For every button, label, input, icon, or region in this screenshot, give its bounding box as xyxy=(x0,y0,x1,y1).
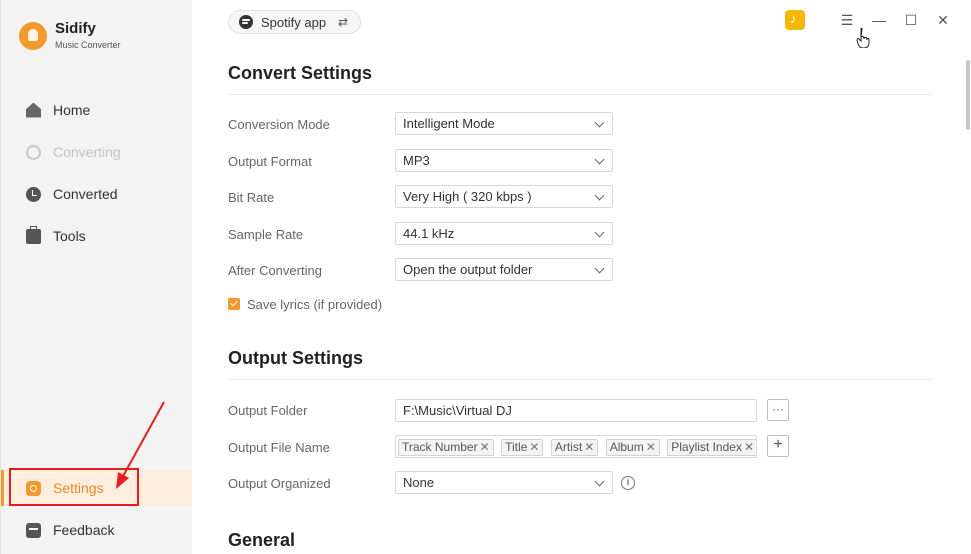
output-organized-select[interactable] xyxy=(395,471,613,494)
remove-tag-icon[interactable]: ✕ xyxy=(479,440,490,454)
sidebar-item-converting xyxy=(1,134,193,170)
general-title: General xyxy=(228,530,296,550)
remove-tag-icon[interactable]: ✕ xyxy=(645,440,656,454)
sidebar-item-tools[interactable] xyxy=(1,218,193,254)
save-lyrics-label: Save lyrics (if provided) xyxy=(247,297,383,312)
section-divider xyxy=(228,379,934,380)
chevron-down-icon xyxy=(595,228,605,238)
scrollbar[interactable] xyxy=(965,60,971,490)
output-folder-label: Output Folder xyxy=(228,403,308,418)
maximize-button[interactable]: ☐ xyxy=(904,11,918,28)
convert-settings-title: Convert Settings xyxy=(228,63,373,83)
add-tag-button[interactable]: + xyxy=(767,435,789,457)
home-icon xyxy=(26,103,41,118)
source-label: Spotify app xyxy=(261,14,327,30)
section-divider xyxy=(228,94,934,95)
close-button[interactable]: ✕ xyxy=(937,11,949,28)
output-file-name-label: Output File Name xyxy=(228,440,330,455)
file-name-tag[interactable]: Track Number ✕ xyxy=(398,439,494,456)
conversion-mode-select[interactable] xyxy=(395,112,613,135)
app-subtitle: Music Converter xyxy=(55,40,121,50)
output-file-name-tags[interactable] xyxy=(395,435,757,458)
sidebar-item-label: Home xyxy=(53,102,91,118)
output-format-select[interactable] xyxy=(395,149,613,172)
chevron-down-icon xyxy=(595,477,605,487)
select-value: 44.1 kHz xyxy=(403,226,455,241)
converting-icon xyxy=(26,145,41,160)
file-name-tag[interactable]: Title ✕ xyxy=(501,439,543,456)
tools-icon xyxy=(26,229,41,244)
select-value: Intelligent Mode xyxy=(403,116,495,131)
converted-icon xyxy=(26,187,41,202)
main-panel xyxy=(192,0,971,554)
chevron-down-icon xyxy=(595,118,605,128)
sidebar-item-label: Converting xyxy=(53,144,121,160)
window-controls xyxy=(785,10,959,30)
sidebar-item-label: Settings xyxy=(53,480,104,496)
chevron-down-icon xyxy=(595,264,605,274)
sample-rate-select[interactable] xyxy=(395,222,613,245)
output-settings-title: Output Settings xyxy=(228,348,363,368)
menu-button[interactable]: ☰ xyxy=(840,11,854,28)
chevron-down-icon xyxy=(595,191,605,201)
conversion-mode-label: Conversion Mode xyxy=(228,117,330,132)
sample-rate-label: Sample Rate xyxy=(228,227,304,242)
browse-folder-button[interactable]: ··· xyxy=(767,399,789,421)
select-value: MP3 xyxy=(403,153,430,168)
output-folder-input[interactable]: F:\Music\Virtual DJ xyxy=(395,399,757,422)
select-value: Open the output folder xyxy=(403,262,533,277)
highlight-box xyxy=(9,468,139,506)
source-switch-button[interactable] xyxy=(228,10,361,34)
scrollbar-thumb[interactable] xyxy=(966,60,970,130)
bit-rate-label: Bit Rate xyxy=(228,190,275,205)
remove-tag-icon[interactable]: ✕ xyxy=(584,440,595,454)
spotify-icon xyxy=(239,15,253,29)
swap-icon: ⇄ xyxy=(338,15,349,29)
gift-music-icon[interactable] xyxy=(785,10,805,30)
bit-rate-select[interactable] xyxy=(395,185,613,208)
sidebar-item-label: Feedback xyxy=(53,522,115,538)
app-logo xyxy=(19,20,121,51)
remove-tag-icon[interactable]: ✕ xyxy=(529,440,540,454)
sidebar-item-label: Converted xyxy=(53,186,118,202)
select-value: Very High ( 320 kbps ) xyxy=(403,189,532,204)
sidebar-item-converted[interactable] xyxy=(1,176,193,212)
app-title: Sidify xyxy=(55,20,96,37)
minimize-button[interactable]: — xyxy=(872,12,886,28)
select-value: None xyxy=(403,475,435,490)
output-format-label: Output Format xyxy=(228,154,312,169)
feedback-icon xyxy=(26,523,41,538)
after-converting-label: After Converting xyxy=(228,263,322,278)
output-organized-label: Output Organized xyxy=(228,476,331,491)
chevron-down-icon xyxy=(595,155,605,165)
save-lyrics-checkbox[interactable] xyxy=(228,298,240,310)
sidebar-item-feedback[interactable] xyxy=(1,512,193,548)
sidebar-item-home[interactable] xyxy=(1,92,193,128)
info-icon[interactable]: i xyxy=(621,476,635,490)
file-name-tag[interactable]: Playlist Index ✕ xyxy=(667,439,757,456)
file-name-tag[interactable]: Artist ✕ xyxy=(551,439,598,456)
after-converting-select[interactable] xyxy=(395,258,613,281)
sidebar-item-label: Tools xyxy=(53,228,86,244)
remove-tag-icon[interactable]: ✕ xyxy=(743,440,754,454)
hand-cursor-icon xyxy=(856,28,870,48)
file-name-tag[interactable]: Album ✕ xyxy=(606,439,660,456)
sidify-logo-icon xyxy=(19,22,47,50)
